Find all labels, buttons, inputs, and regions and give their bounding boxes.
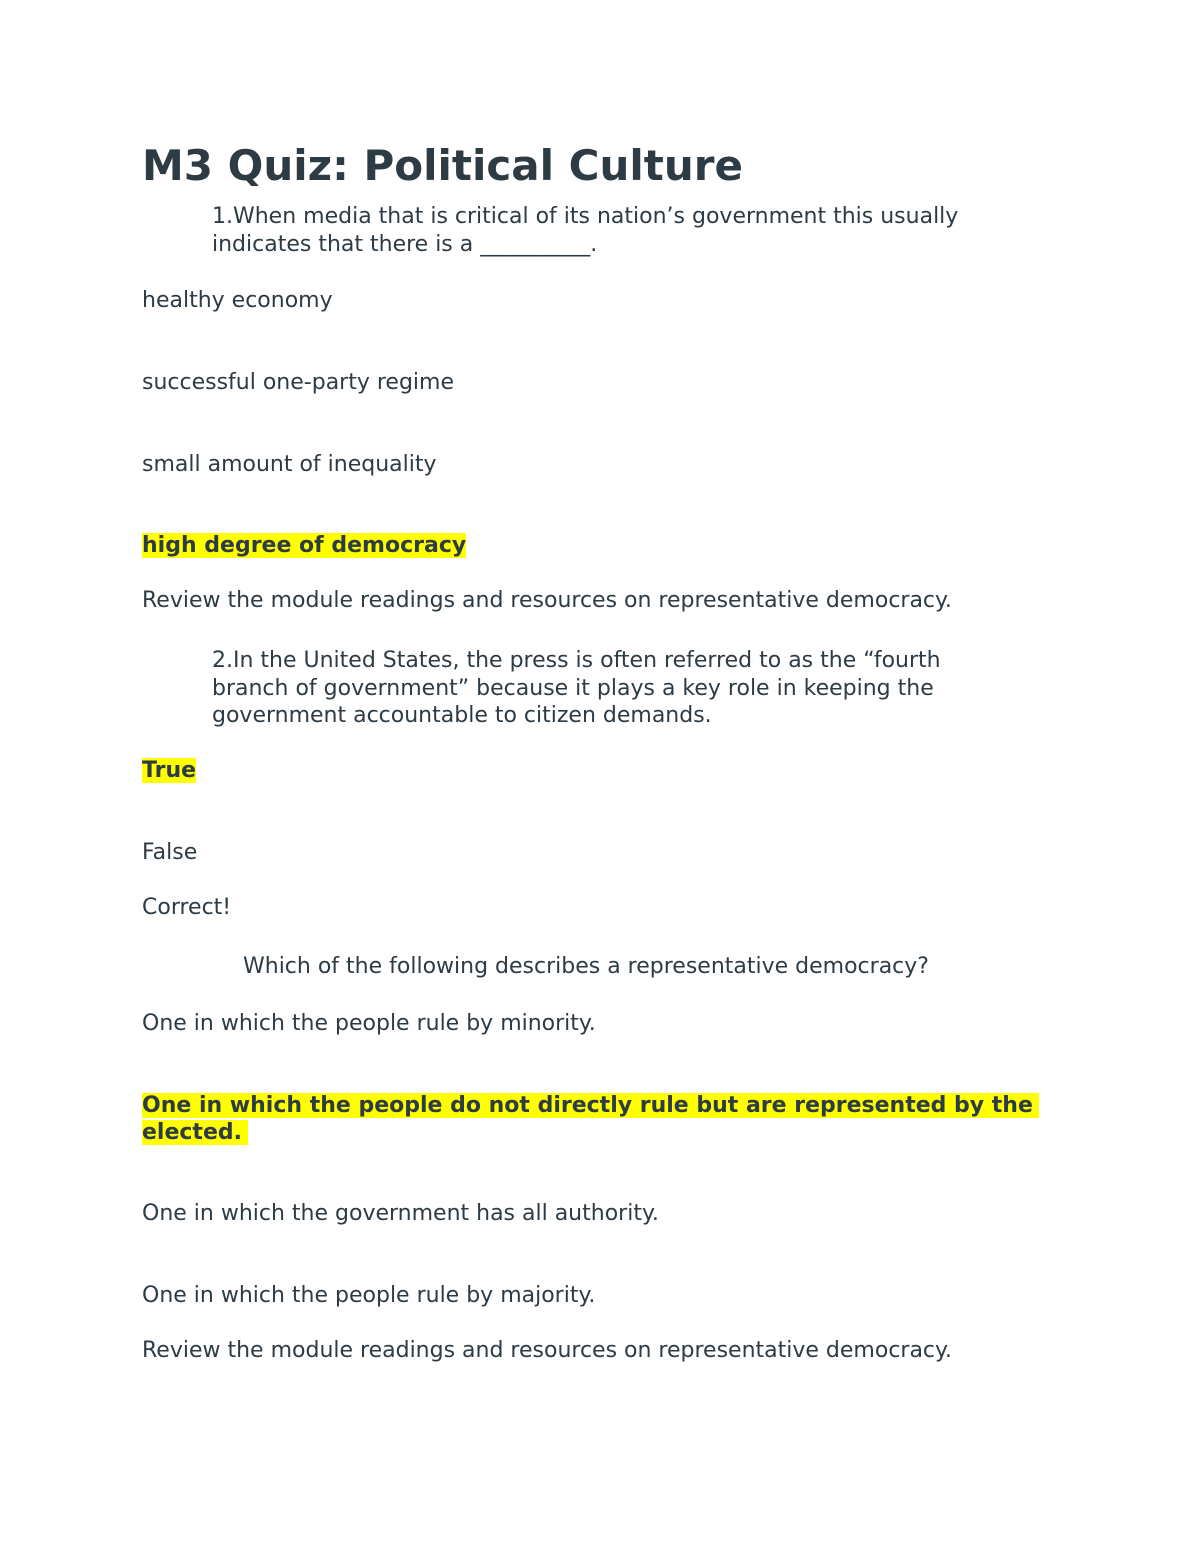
q3-option-2-correct	[142, 1092, 1052, 1146]
question-1-text: 1.When media that is critical of its nation’s government this usually indicates that there is a __________.	[212, 204, 959, 257]
q3-option-4: One in which the people rule by majority.	[142, 1283, 596, 1308]
q1-option-1: healthy economy	[142, 288, 333, 313]
q2-option-2: False	[142, 840, 198, 865]
q2-option-1-correct	[142, 757, 196, 785]
page-title: M3 Quiz: Political Culture	[142, 141, 743, 190]
question-3-text: Which of the following describes a representative democracy?	[243, 954, 929, 979]
question-2-text: 2.In the United States, the press is often referred to as the “fourth branch of government” because it plays a key role in keeping the government accountable to citizen demands.	[212, 648, 941, 728]
q1-feedback: Review the module readings and resources on representative democracy.	[142, 588, 952, 613]
q3-feedback: Review the module readings and resources on representative democracy.	[142, 1338, 952, 1363]
q3-correct-answer-highlight: One in which the people do not directly rule but are represented by the elected.	[142, 1093, 1039, 1145]
q1-option-2: successful one-party regime	[142, 370, 454, 395]
q1-option-3: small amount of inequality	[142, 452, 437, 477]
q1-correct-answer-highlight: high degree of democracy	[142, 533, 467, 558]
q3-option-3: One in which the government has all authority.	[142, 1201, 659, 1226]
q1-option-4-correct	[142, 532, 466, 560]
q2-correct-answer-highlight: True	[142, 758, 197, 783]
q3-option-1: One in which the people rule by minority.	[142, 1011, 596, 1036]
q2-feedback: Correct!	[142, 895, 232, 920]
